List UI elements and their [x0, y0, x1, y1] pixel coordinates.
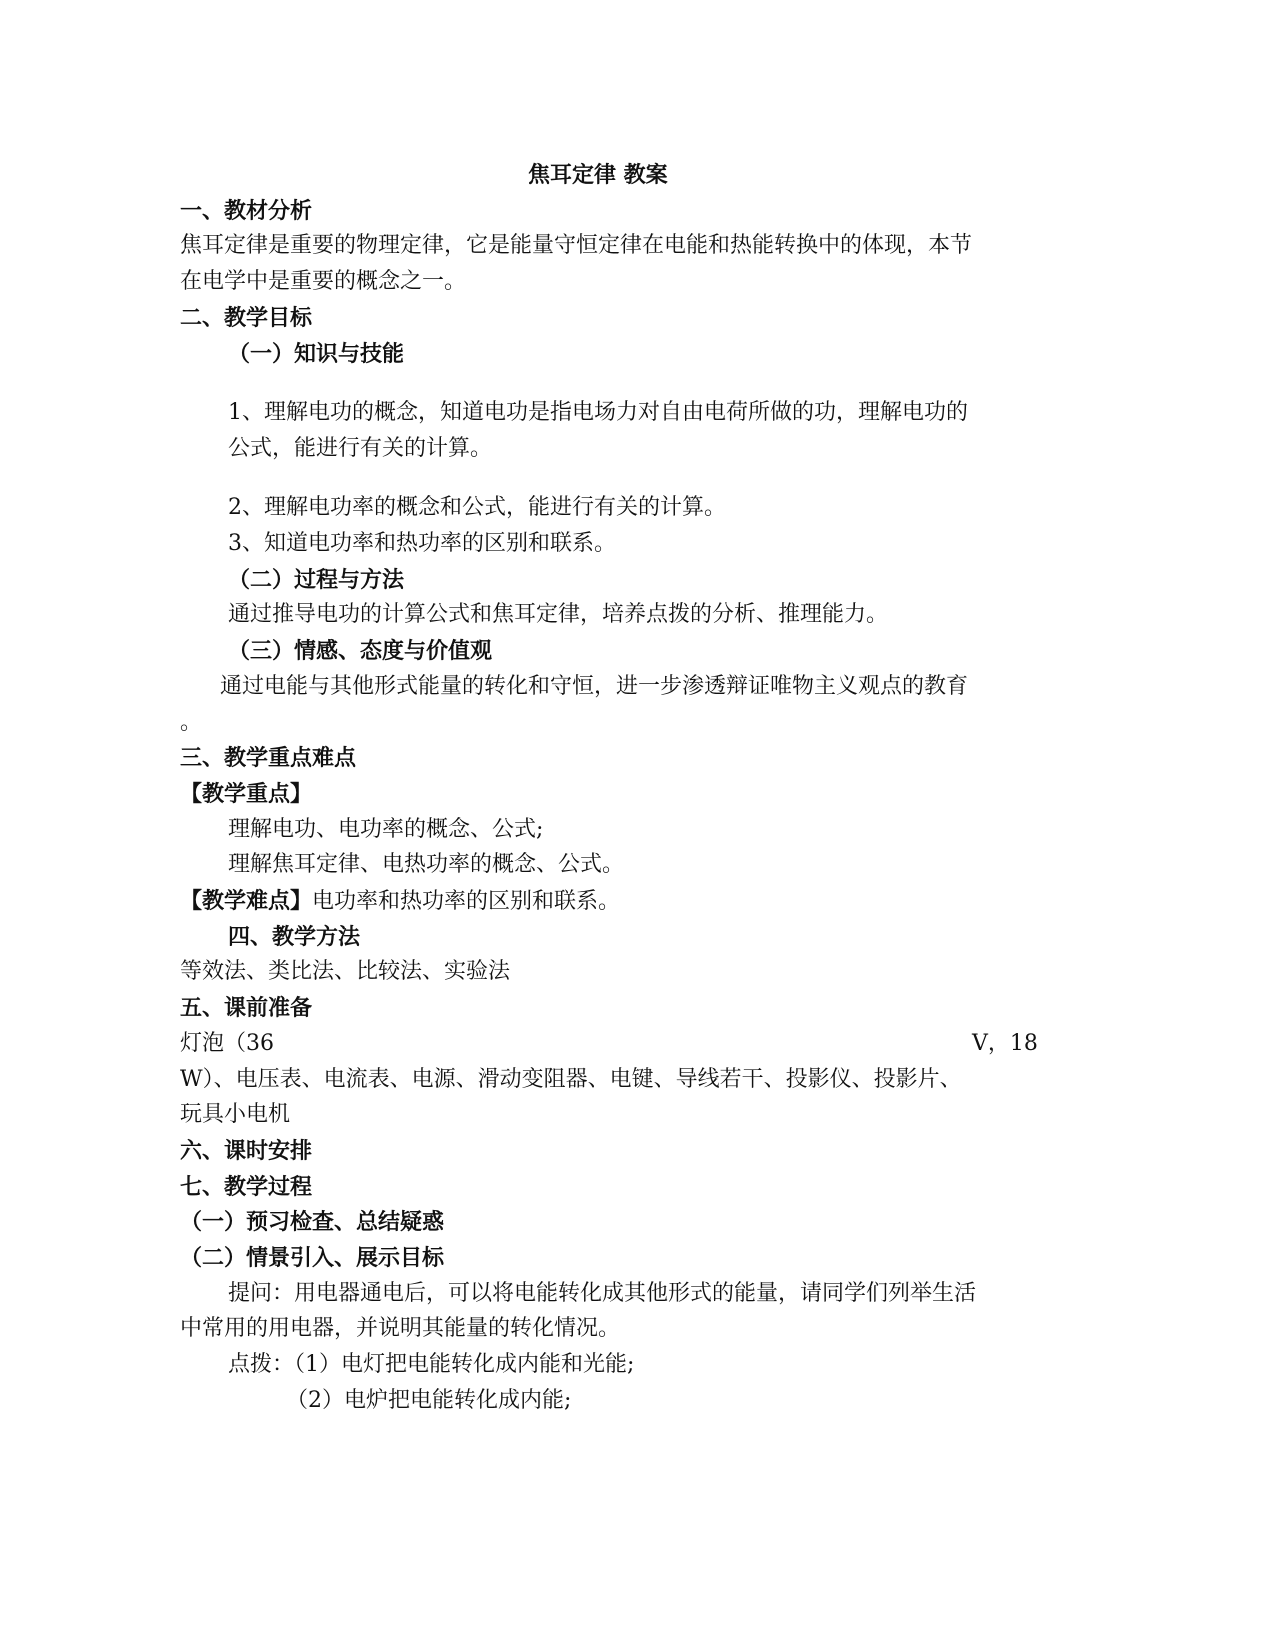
document-title: 焦耳定律 教案: [528, 162, 668, 188]
difficult-point-text: 电功率和热功率的区别和联系。: [312, 889, 621, 914]
teaching-methods-text: 等效法、类比法、比较法、实验法: [180, 959, 511, 984]
section-heading-schedule: 六、课时安排: [180, 1138, 313, 1164]
goal-item-3: 3、知道电功率和热功率的区别和联系。: [228, 531, 616, 556]
hint-line-2: （2）电炉把电能转化成内能;: [286, 1388, 572, 1413]
paragraph-line: 焦耳定律是重要的物理定律，它是能量守恒定律在电能和热能转换中的体现，本节: [180, 233, 973, 258]
preparation-line-1-left: 灯泡（36: [180, 1031, 274, 1056]
difficult-point-label: 【教学难点】: [180, 888, 313, 914]
subheading-process-method: （二）过程与方法: [228, 567, 405, 593]
section-heading-textbook-analysis: 一、教材分析: [180, 198, 313, 224]
question-line-1: 提问：用电器通电后，可以将电能转化成其他形式的能量，请同学们列举生活: [228, 1281, 977, 1306]
key-points-label: 【教学重点】: [180, 781, 313, 807]
key-point-1: 理解电功、电功率的概念、公式;: [228, 817, 544, 842]
subheading-scenario-intro: （二）情景引入、展示目标: [180, 1245, 445, 1271]
section-heading-preparation: 五、课前准备: [180, 995, 313, 1021]
goal-item-2: 2、理解电功率的概念和公式，能进行有关的计算。: [228, 495, 726, 520]
preparation-line-2: W）、电压表、电流表、电源、滑动变阻器、电键、导线若干、投影仪、投影片、: [180, 1067, 962, 1092]
process-method-text: 通过推导电功的计算公式和焦耳定律，培养点拨的分析、推理能力。: [228, 602, 889, 627]
emotion-values-text-end: 。: [180, 710, 203, 735]
preparation-line-3: 玩具小电机: [180, 1102, 291, 1127]
key-point-2: 理解焦耳定律、电热功率的概念、公式。: [228, 852, 625, 877]
section-heading-key-difficult-points: 三、教学重点难点: [180, 745, 357, 771]
subheading-emotion-values: （三）情感、态度与价值观: [228, 638, 493, 664]
paragraph-line: 在电学中是重要的概念之一。: [180, 269, 467, 294]
section-heading-teaching-methods: 四、教学方法: [228, 924, 361, 950]
question-line-2: 中常用的用电器，并说明其能量的转化情况。: [180, 1316, 621, 1341]
goal-item-1-continued: 公式，能进行有关的计算。: [228, 436, 493, 461]
goal-item-1: 1、理解电功的概念，知道电功是指电场力对自由电荷所做的功，理解电功的: [228, 400, 968, 425]
subheading-knowledge-skills: （一）知识与技能: [228, 341, 405, 367]
emotion-values-text: 通过电能与其他形式能量的转化和守恒，进一步渗透辩证唯物主义观点的教育: [220, 674, 969, 699]
section-heading-teaching-process: 七、教学过程: [180, 1174, 313, 1200]
difficult-point-line: [180, 886, 620, 917]
section-heading-teaching-goals: 二、教学目标: [180, 305, 313, 331]
preparation-line-1-right: V，18: [972, 1031, 1038, 1056]
hint-line-1: 点拨：（1）电灯把电能转化成内能和光能;: [228, 1352, 635, 1377]
subheading-preview-check: （一）预习检查、总结疑惑: [180, 1209, 445, 1235]
